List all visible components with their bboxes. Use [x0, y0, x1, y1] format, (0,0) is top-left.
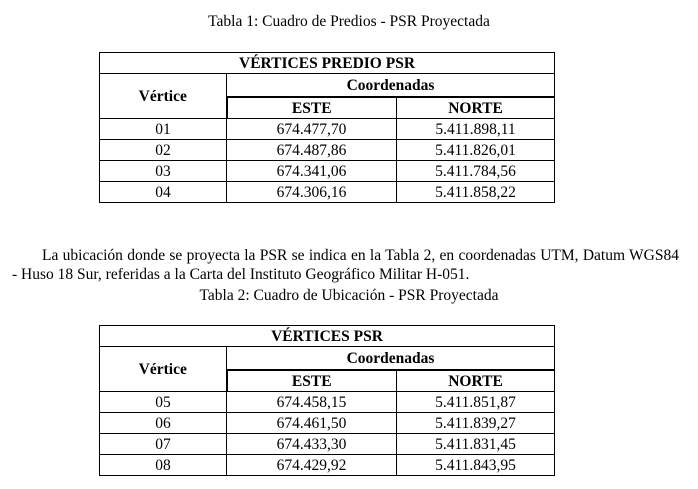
table2-cell-este: 674.458,15 [227, 392, 397, 413]
table2-cell-este: 674.461,50 [227, 413, 397, 434]
table2-header-este: ESTE [227, 370, 397, 392]
table1-cell-vertice: 04 [100, 182, 227, 203]
table1-header-norte: NORTE [397, 97, 555, 119]
table1-cell-este: 674.341,06 [227, 161, 397, 182]
table1-cell-este: 674.487,86 [227, 140, 397, 161]
table2-cell-este: 674.433,30 [227, 434, 397, 455]
table1-cell-vertice: 03 [100, 161, 227, 182]
table-row [100, 434, 555, 455]
table2-cell-vertice: 07 [100, 434, 227, 455]
table1-cell-vertice: 02 [100, 140, 227, 161]
table2-cell-norte: 5.411.831,45 [397, 434, 555, 455]
table2-header-norte: NORTE [397, 370, 555, 392]
table1-cell-vertice: 01 [100, 119, 227, 140]
table2-caption: Tabla 2: Cuadro de Ubicación - PSR Proyectada [199, 287, 499, 304]
table2-cell-vertice: 06 [100, 413, 227, 434]
table2-cell-vertice: 08 [100, 455, 227, 476]
location-paragraph: La ubicación donde se proyecta la PSR se indica en la Tabla 2, en coordenadas UTM, Datum WGS84 - Huso 18 Sur, referidas a la Carta del Instituto Geográfico Militar H-051. [12, 246, 679, 283]
table-vertices-predio [99, 52, 555, 203]
table-row [100, 392, 555, 413]
table2-title: VÉRTICES PSR [100, 326, 555, 347]
table1-cell-norte: 5.411.858,22 [397, 182, 555, 203]
table2-cell-norte: 5.411.851,87 [397, 392, 555, 413]
table2-header-vertice: Vértice [100, 347, 227, 392]
table1-cell-norte: 5.411.784,56 [397, 161, 555, 182]
table1-header-vertice: Vértice [100, 74, 227, 119]
table1-cell-norte: 5.411.898,11 [397, 119, 555, 140]
table2-cell-este: 674.429,92 [227, 455, 397, 476]
table-row [100, 140, 555, 161]
table-row [100, 455, 555, 476]
table1-caption: Tabla 1: Cuadro de Predios - PSR Proyectada [208, 13, 490, 30]
table-vertices-psr [99, 325, 555, 476]
table-row [100, 161, 555, 182]
table1-cell-este: 674.306,16 [227, 182, 397, 203]
table1-header-coordenadas: Coordenadas [227, 74, 555, 98]
table-row [100, 182, 555, 203]
table2-cell-norte: 5.411.839,27 [397, 413, 555, 434]
table2-header-coordenadas: Coordenadas [227, 347, 555, 371]
table-row [100, 413, 555, 434]
table1-cell-este: 674.477,70 [227, 119, 397, 140]
table1-title: VÉRTICES PREDIO PSR [100, 53, 555, 74]
table1-cell-norte: 5.411.826,01 [397, 140, 555, 161]
table1-header-este: ESTE [227, 97, 397, 119]
table2-cell-norte: 5.411.843,95 [397, 455, 555, 476]
table2-cell-vertice: 05 [100, 392, 227, 413]
table-row [100, 119, 555, 140]
